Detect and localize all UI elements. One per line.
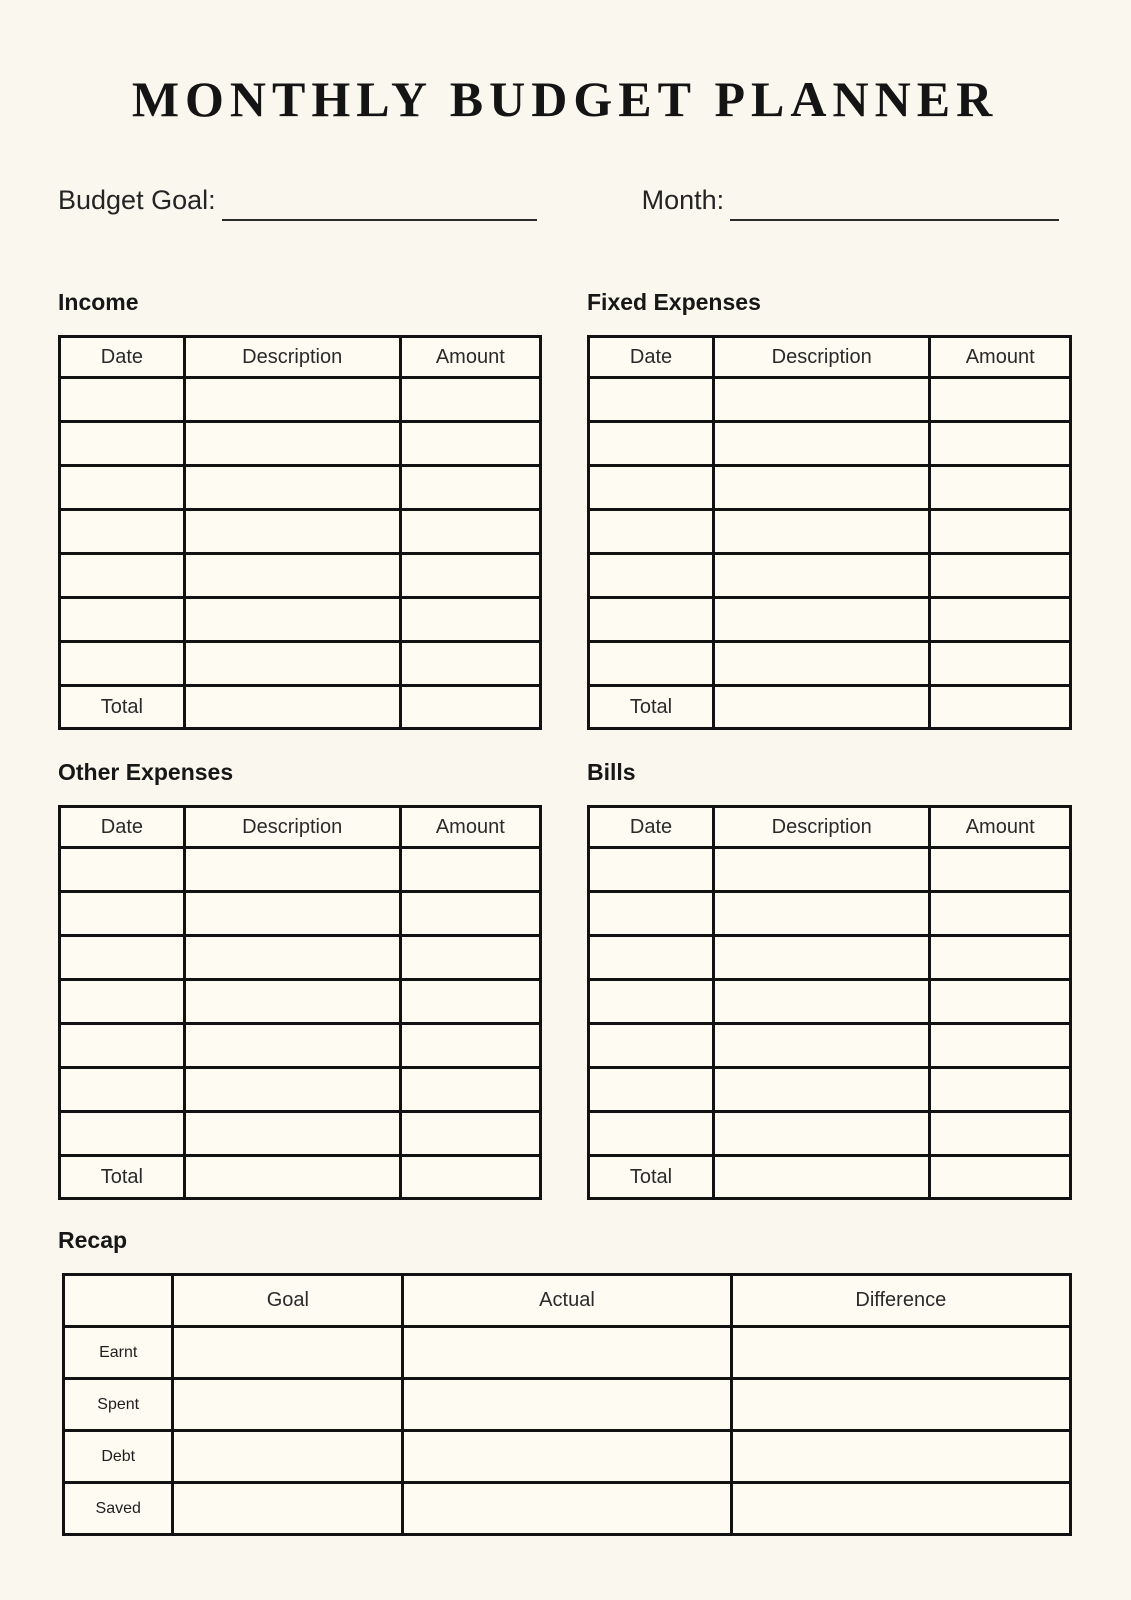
income-col-header-description: Description [184,337,400,378]
budget-section-bills [587,760,1072,1200]
fixed-expenses-cell-amount-7[interactable] [930,642,1071,686]
recap-cell-earnt-difference[interactable] [731,1327,1070,1379]
bills-header-row [589,807,1071,848]
bills-cell-description-4[interactable] [714,980,930,1024]
income-total-description-cell[interactable] [184,686,400,729]
bills-col-header-date: Date [589,807,714,848]
fixed-expenses-total-description-cell[interactable] [714,686,930,729]
fixed-expenses-total-amount-cell[interactable] [930,686,1071,729]
income-cell-description-4[interactable] [184,510,400,554]
other-expenses-row-3 [60,936,541,980]
other-expenses-row-2 [60,892,541,936]
month-label: Month: [641,184,725,215]
fixed-expenses-cell-description-6[interactable] [714,598,930,642]
other-expenses-col-header-description: Description [184,807,400,848]
tables-band-2 [58,760,1072,1200]
income-row-2 [60,422,541,466]
other-expenses-cell-description-1[interactable] [184,848,400,892]
income-cell-description-3[interactable] [184,466,400,510]
income-cell-description-1[interactable] [184,378,400,422]
other-expenses-cell-date-5[interactable] [60,1024,185,1068]
income-col-header-date: Date [60,337,185,378]
income-cell-amount-6[interactable] [400,598,540,642]
recap-row-spent [64,1379,1071,1431]
bills-total-row [589,1156,1071,1199]
recap-row-label-spent: Spent [64,1379,173,1431]
income-cell-amount-3[interactable] [400,466,540,510]
bills-col-header-amount: Amount [930,807,1071,848]
bills-cell-description-3[interactable] [714,936,930,980]
income-total-amount-cell[interactable] [400,686,540,729]
page-title: MONTHLY BUDGET PLANNER [131,71,999,127]
fixed-expenses-cell-amount-5[interactable] [930,554,1071,598]
income-cell-description-5[interactable] [184,554,400,598]
bills-heading: Bills [587,759,636,786]
bills-cell-amount-5[interactable] [930,1024,1071,1068]
bills-cell-description-6[interactable] [714,1068,930,1112]
other-expenses-row-7 [60,1112,541,1156]
bills-cell-amount-1[interactable] [930,848,1071,892]
bills-cell-date-6[interactable] [589,1068,714,1112]
income-total-label: Total [60,686,185,729]
fixed-expenses-cell-description-1[interactable] [714,378,930,422]
recap-cell-debt-difference[interactable] [731,1431,1070,1483]
bills-cell-date-4[interactable] [589,980,714,1024]
bills-cell-date-5[interactable] [589,1024,714,1068]
fixed-expenses-cell-description-4[interactable] [714,510,930,554]
other-expenses-cell-date-4[interactable] [60,980,185,1024]
income-row-7 [60,642,541,686]
other-expenses-cell-description-5[interactable] [184,1024,400,1068]
recap-cell-saved-actual[interactable] [403,1483,731,1535]
other-expenses-cell-date-6[interactable] [60,1068,185,1112]
other-expenses-cell-amount-4[interactable] [400,980,540,1024]
recap-row-label-debt: Debt [64,1431,173,1483]
recap-row-label-earnt: Earnt [64,1327,173,1379]
fixed-expenses-cell-description-5[interactable] [714,554,930,598]
budget-section-fixed-expenses [587,290,1072,730]
other-expenses-col-header-date: Date [60,807,185,848]
other-expenses-row-5 [60,1024,541,1068]
recap-cell-spent-actual[interactable] [403,1379,731,1431]
recap-cell-saved-goal[interactable] [173,1483,403,1535]
bills-total-amount-cell[interactable] [930,1156,1071,1199]
income-cell-date-6[interactable] [60,598,185,642]
header-fields-row [58,178,1072,214]
bills-row-3 [589,936,1071,980]
fixed-expenses-header-row [589,337,1071,378]
fixed-expenses-row-2 [589,422,1071,466]
budget-section-other-expenses [58,760,542,1200]
fixed-expenses-row-1 [589,378,1071,422]
bills-cell-amount-3[interactable] [930,936,1071,980]
income-row-4 [60,510,541,554]
income-heading: Income [58,289,139,315]
income-cell-date-2[interactable] [60,422,185,466]
income-cell-date-4[interactable] [60,510,185,554]
other-expenses-cell-amount-5[interactable] [400,1024,540,1068]
other-expenses-cell-amount-3[interactable] [400,936,540,980]
recap-cell-debt-actual[interactable] [403,1431,731,1483]
bills-total-description-cell[interactable] [714,1156,930,1199]
recap-row-debt [64,1431,1071,1483]
income-table [58,335,542,730]
fixed-expenses-row-5 [589,554,1071,598]
fixed-expenses-cell-date-3[interactable] [589,466,714,510]
other-expenses-cell-amount-7[interactable] [400,1112,540,1156]
month-input-line[interactable] [730,193,1059,221]
income-total-row [60,686,541,729]
fixed-expenses-row-3 [589,466,1071,510]
bills-cell-amount-4[interactable] [930,980,1071,1024]
bills-total-label: Total [589,1156,714,1199]
fixed-expenses-cell-date-5[interactable] [589,554,714,598]
recap-col-header-actual: Actual [403,1275,731,1327]
fixed-expenses-table [587,335,1072,730]
other-expenses-cell-description-7[interactable] [184,1112,400,1156]
recap-row-earnt [64,1327,1071,1379]
other-expenses-row-1 [60,848,541,892]
bills-cell-description-7[interactable] [714,1112,930,1156]
income-col-header-amount: Amount [400,337,540,378]
fixed-expenses-cell-date-6[interactable] [589,598,714,642]
bills-cell-description-2[interactable] [714,892,930,936]
fixed-expenses-col-header-description: Description [714,337,930,378]
recap-cell-saved-difference[interactable] [731,1483,1070,1535]
income-cell-date-5[interactable] [60,554,185,598]
other-expenses-cell-description-2[interactable] [184,892,400,936]
bills-cell-date-3[interactable] [589,936,714,980]
recap-col-header-goal: Goal [173,1275,403,1327]
tables-band-1 [58,290,1072,730]
bills-row-2 [589,892,1071,936]
bills-row-5 [589,1024,1071,1068]
bills-cell-date-7[interactable] [589,1112,714,1156]
fixed-expenses-cell-date-2[interactable] [589,422,714,466]
other-expenses-total-label: Total [60,1156,185,1199]
recap-row-saved [64,1483,1071,1535]
bills-row-4 [589,980,1071,1024]
recap-header-row [64,1275,1071,1327]
other-expenses-cell-date-3[interactable] [60,936,185,980]
budget-goal-input-line[interactable] [222,193,537,221]
recap-body [64,1327,1071,1535]
fixed-expenses-row-7 [589,642,1071,686]
bills-row-6 [589,1068,1071,1112]
recap-cell-earnt-actual[interactable] [403,1327,731,1379]
bills-col-header-description: Description [714,807,930,848]
income-cell-description-2[interactable] [184,422,400,466]
income-cell-amount-4[interactable] [400,510,540,554]
other-expenses-header-row [60,807,541,848]
income-cell-description-6[interactable] [184,598,400,642]
recap-col-header-difference: Difference [731,1275,1070,1327]
recap-cell-spent-difference[interactable] [731,1379,1070,1431]
bills-table [587,805,1072,1200]
income-cell-date-1[interactable] [60,378,185,422]
other-expenses-cell-description-6[interactable] [184,1068,400,1112]
recap-cell-debt-goal[interactable] [173,1431,403,1483]
fixed-expenses-cell-description-3[interactable] [714,466,930,510]
other-expenses-table [58,805,542,1200]
fixed-expenses-cell-amount-6[interactable] [930,598,1071,642]
income-row-6 [60,598,541,642]
fixed-expenses-cell-amount-3[interactable] [930,466,1071,510]
fixed-expenses-cell-amount-1[interactable] [930,378,1071,422]
income-cell-amount-1[interactable] [400,378,540,422]
other-expenses-cell-amount-6[interactable] [400,1068,540,1112]
fixed-expenses-cell-description-2[interactable] [714,422,930,466]
other-expenses-row-4 [60,980,541,1024]
fixed-expenses-cell-date-4[interactable] [589,510,714,554]
bills-cell-amount-7[interactable] [930,1112,1071,1156]
fixed-expenses-cell-amount-4[interactable] [930,510,1071,554]
fixed-expenses-cell-date-7[interactable] [589,642,714,686]
bills-row-7 [589,1112,1071,1156]
bills-cell-date-2[interactable] [589,892,714,936]
recap-heading: Recap [58,1227,128,1254]
other-expenses-cell-description-3[interactable] [184,936,400,980]
other-expenses-cell-date-7[interactable] [60,1112,185,1156]
month-field [642,186,1060,214]
fixed-expenses-heading: Fixed Expenses [587,289,761,315]
bills-cell-date-1[interactable] [589,848,714,892]
other-expenses-total-amount-cell[interactable] [400,1156,540,1199]
income-cell-amount-2[interactable] [400,422,540,466]
income-cell-amount-7[interactable] [400,642,540,686]
budget-goal-label: Budget Goal: [58,184,216,215]
other-expenses-col-header-amount: Amount [400,807,540,848]
fixed-expenses-cell-date-1[interactable] [589,378,714,422]
recap-row-label-saved: Saved [64,1483,173,1535]
other-expenses-heading: Other Expenses [58,759,234,786]
other-expenses-cell-description-4[interactable] [184,980,400,1024]
budget-goal-field [58,186,537,214]
bills-cell-description-5[interactable] [714,1024,930,1068]
fixed-expenses-row-4 [589,510,1071,554]
recap-section [58,1228,1072,1536]
fixed-expenses-col-header-date: Date [589,337,714,378]
fixed-expenses-total-row [589,686,1071,729]
other-expenses-cell-date-1[interactable] [60,848,185,892]
income-row-5 [60,554,541,598]
other-expenses-cell-amount-1[interactable] [400,848,540,892]
income-row-1 [60,378,541,422]
bills-cell-amount-2[interactable] [930,892,1071,936]
bills-cell-amount-6[interactable] [930,1068,1071,1112]
recap-table [62,1273,1072,1536]
income-cell-date-3[interactable] [60,466,185,510]
recap-col-header-blank [64,1275,173,1327]
fixed-expenses-col-header-amount: Amount [930,337,1071,378]
bills-cell-description-1[interactable] [714,848,930,892]
fixed-expenses-cell-amount-2[interactable] [930,422,1071,466]
other-expenses-total-row [60,1156,541,1199]
budget-section-income [58,290,542,730]
fixed-expenses-cell-description-7[interactable] [714,642,930,686]
income-row-3 [60,466,541,510]
other-expenses-cell-date-2[interactable] [60,892,185,936]
other-expenses-cell-amount-2[interactable] [400,892,540,936]
income-cell-date-7[interactable] [60,642,185,686]
recap-cell-earnt-goal[interactable] [173,1327,403,1379]
fixed-expenses-row-6 [589,598,1071,642]
other-expenses-total-description-cell[interactable] [184,1156,400,1199]
other-expenses-row-6 [60,1068,541,1112]
income-header-row [60,337,541,378]
income-cell-description-7[interactable] [184,642,400,686]
income-cell-amount-5[interactable] [400,554,540,598]
recap-cell-spent-goal[interactable] [173,1379,403,1431]
bills-row-1 [589,848,1071,892]
fixed-expenses-total-label: Total [589,686,714,729]
